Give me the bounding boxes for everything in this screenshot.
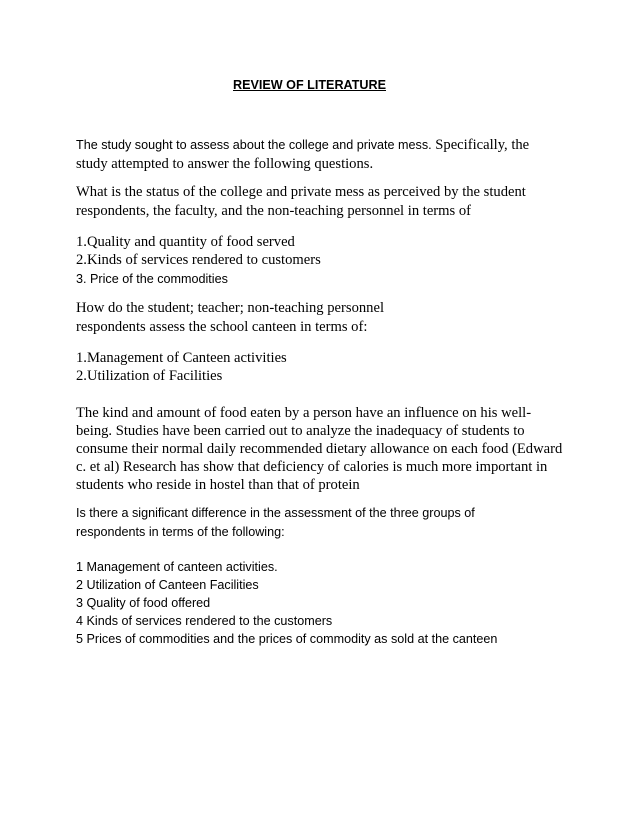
question-3-line-2: respondents in terms of the following: xyxy=(76,525,285,539)
paragraph-line-3: consume their normal daily recommended dietary allowance on each food (Edward xyxy=(76,441,563,457)
question-1-line-1: What is the status of the college and private mess as perceived by the student xyxy=(76,184,526,200)
intro-line-1 xyxy=(76,136,529,154)
paragraph-line-1: The kind and amount of food eaten by a person have an influence on his well- xyxy=(76,405,532,421)
list-1-item-2: 2.Kinds of services rendered to customers xyxy=(76,252,321,268)
list-3-item-1: 1 Management of canteen activities. xyxy=(76,560,278,574)
question-2-line-2: respondents assess the school canteen in terms of: xyxy=(76,319,368,335)
question-1-line-2: respondents, the faculty, and the non-teaching personnel in terms of xyxy=(76,203,471,219)
paragraph-line-5: students who reside in hostel than that of protein xyxy=(76,477,360,493)
list-1-item-3: 3. Price of the commodities xyxy=(76,272,228,286)
question-3-line-1: Is there a significant difference in the assessment of the three groups of xyxy=(76,506,475,520)
list-3-item-3: 3 Quality of food offered xyxy=(76,596,211,610)
list-3-item-4: 4 Kinds of services rendered to the customers xyxy=(76,614,333,628)
intro-line-2: study attempted to answer the following questions. xyxy=(76,156,374,172)
intro-line-1-sans: The study sought to assess about the college and private mess. xyxy=(76,138,432,152)
list-2-item-2: 2.Utilization of Facilities xyxy=(76,368,223,384)
list-3-item-2: 2 Utilization of Canteen Facilities xyxy=(76,578,259,592)
list-2-item-1: 1.Management of Canteen activities xyxy=(76,350,287,366)
question-2-line-1: How do the student; teacher; non-teaching personnel xyxy=(76,300,384,316)
list-1-item-1: 1.Quality and quantity of food served xyxy=(76,234,295,250)
page-title: REVIEW OF LITERATURE xyxy=(233,78,386,92)
list-3-item-5: 5 Prices of commodities and the prices of commodity as sold at the canteen xyxy=(76,632,498,646)
intro-line-1-serif: Specifically, the xyxy=(431,137,530,153)
paragraph-line-2: being. Studies have been carried out to analyze the inadequacy of students to xyxy=(76,423,525,439)
paragraph-line-4: c. et al) Research has show that deficiency of calories is much more important in xyxy=(76,459,548,475)
